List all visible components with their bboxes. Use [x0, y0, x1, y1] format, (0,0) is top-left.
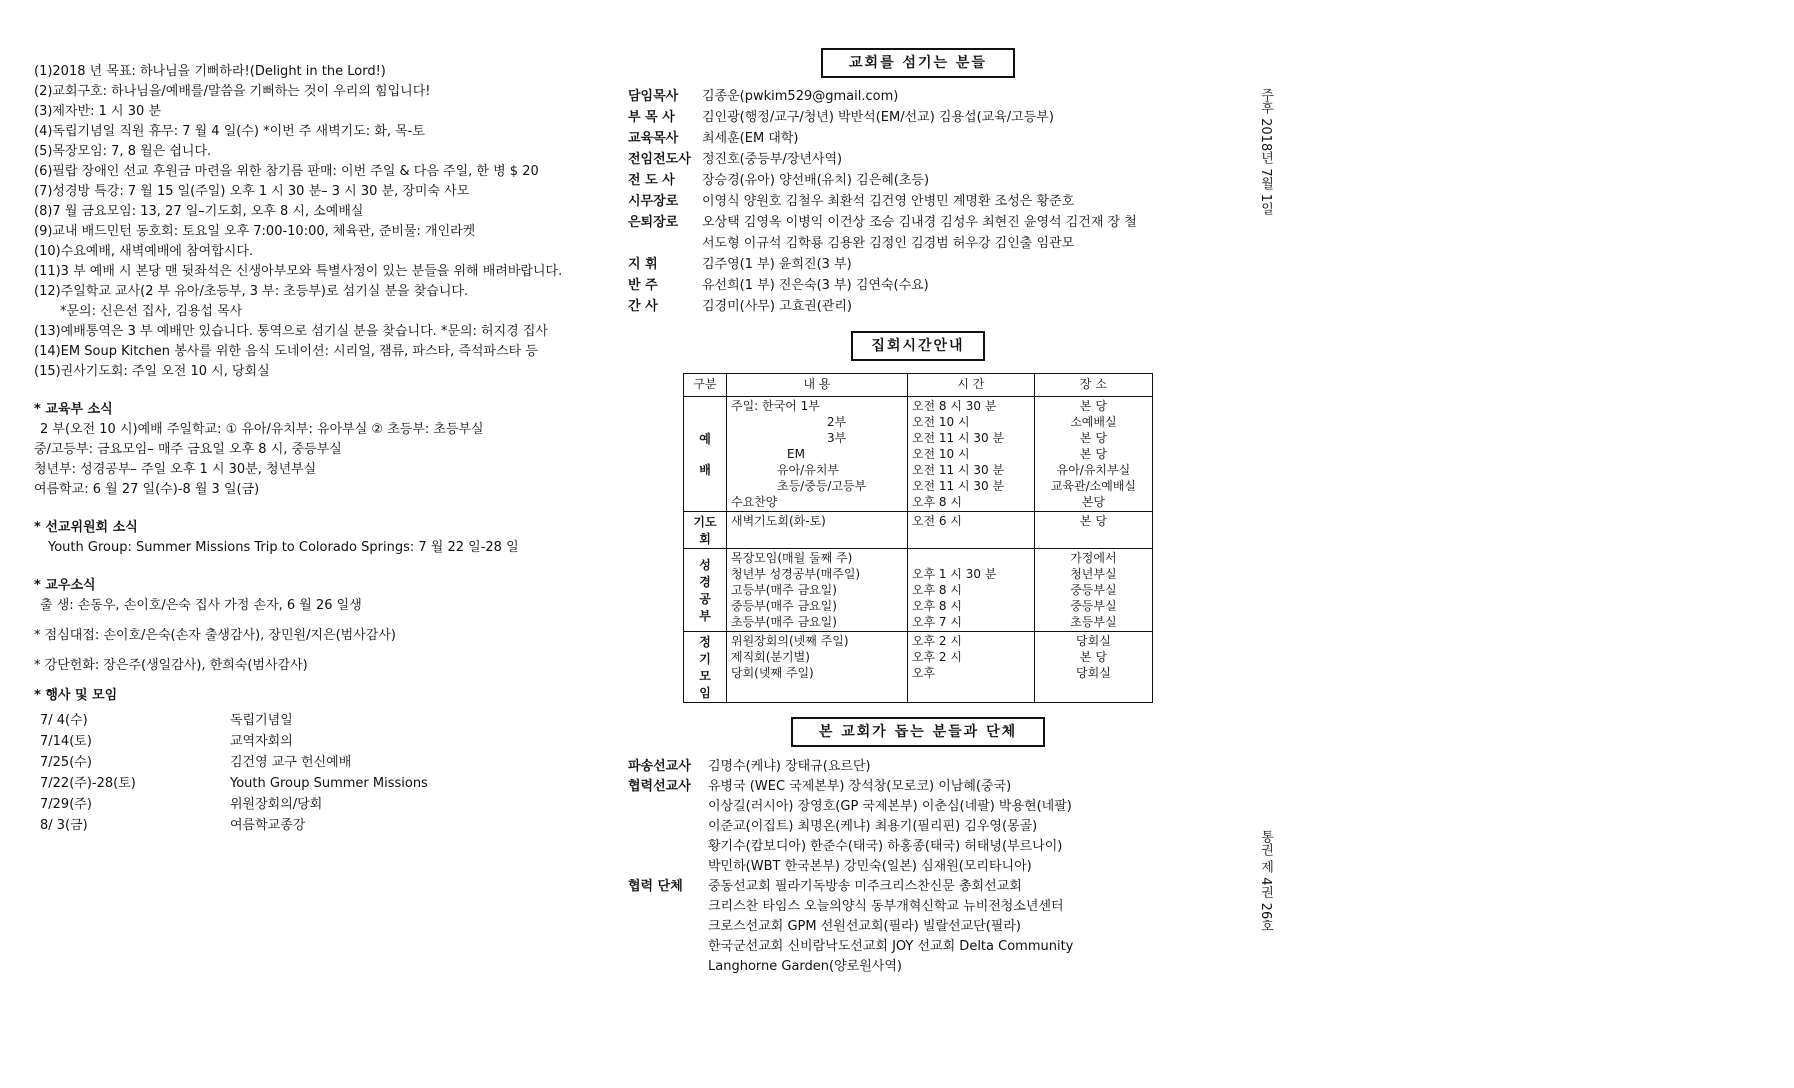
- staff-row: [628, 296, 1208, 317]
- event-date: 8/ 3(금): [40, 818, 88, 833]
- event-desc: Youth Group Summer Missions: [230, 776, 428, 791]
- side-issue: 통권 제 4권 26호: [1258, 830, 1273, 933]
- staff-row: [628, 86, 1208, 107]
- schedule-content-line: 당회(넷째 주일): [731, 666, 814, 680]
- mission-row: [628, 777, 1208, 877]
- schedule-time-line: 오후 7 시: [911, 615, 962, 629]
- schedule-time-line: 오전 10 시: [911, 415, 970, 429]
- schedule-place-line: 본 당: [1079, 514, 1107, 528]
- event-row: [34, 794, 594, 815]
- mission-names: [708, 757, 871, 777]
- schedule-content-line: 초등/중등/고등부: [777, 479, 867, 493]
- staff-row: [628, 275, 1208, 296]
- schedule-header: 시 간: [907, 374, 1034, 397]
- education-line: 여름학교: 6 월 27 일(수)-8 월 3 일(금): [34, 482, 260, 497]
- schedule-time: [907, 397, 1034, 512]
- mission-names: [708, 777, 1072, 877]
- mission-list: [628, 757, 1208, 977]
- schedule-place-line: 중등부실: [1070, 583, 1117, 597]
- schedule-time-line: 오전 10 시: [911, 447, 970, 461]
- mission-category: 파송선교사: [628, 759, 691, 774]
- schedule-place-line: 교육관/소예배실: [1050, 479, 1137, 493]
- member-news-line: 출 생: 손동우, 손이호/은숙 집사 가정 손자, 6 월 26 일생: [40, 598, 362, 613]
- schedule-header: 구분: [684, 374, 727, 397]
- notice-item: (7)성경방 특강: 7 월 15 일(주일) 오후 1 시 30 분– 3 시 30 분, 장미숙 사모: [34, 184, 470, 199]
- staff-column: [628, 48, 1208, 977]
- events-title: * 행사 및 모임: [34, 688, 118, 703]
- event-desc: 위원장회의/당회: [230, 797, 323, 812]
- schedule-row: [684, 549, 1153, 632]
- notice-item: (5)목장모임: 7, 8 월은 쉽니다.: [34, 144, 212, 159]
- lunch-line: * 점심대접: 손이호/은숙(손자 출생감사), 장민원/지은(범사감사): [34, 628, 396, 643]
- schedule-time-line: 오후 2 시: [911, 650, 962, 664]
- schedule-place: [1034, 512, 1152, 549]
- event-desc: 여름학교종강: [230, 818, 306, 833]
- mission-line: 박민하(WBT 한국본부) 강민숙(일본) 심재원(모리타니아): [708, 859, 1032, 874]
- staff-names: 김경미(사무) 고효권(관리): [702, 299, 852, 314]
- staff-names: 유선희(1 부) 진은숙(3 부) 김연숙(수요): [702, 278, 929, 293]
- staff-role: 반 주: [628, 278, 658, 293]
- schedule-place-line: 본당: [1081, 495, 1105, 509]
- schedule-time: [907, 512, 1034, 549]
- schedule-content-line: 제직회(분기별): [731, 650, 810, 664]
- schedule-content-line: 2부: [827, 415, 847, 429]
- mission-line: 이상길(러시아) 장영호(GP 국제본부) 이춘심(네팔) 박용현(네팔): [708, 799, 1072, 814]
- staff-names: 최세훈(EM 대학): [702, 131, 799, 146]
- schedule-row: [684, 397, 1153, 512]
- mission-line: 한국군선교회 신비람낙도선교회 JOY 선교회 Delta Community: [708, 939, 1074, 954]
- event-row: [34, 773, 594, 794]
- staff-role: 시무장로: [628, 194, 679, 209]
- staff-role: 부 목 사: [628, 110, 675, 125]
- notice-item: (6)필랍 장애인 선교 후원금 마련을 위한 참기름 판매: 이번 주일 & 다음 주일, 한 병 $ 20: [34, 164, 539, 179]
- schedule-time-line: 오후: [911, 666, 936, 680]
- schedule-content-line: 유아/유치부: [777, 463, 840, 477]
- schedule-place-line: 당회실: [1076, 666, 1111, 680]
- notice-item: (14)EM Soup Kitchen 봉사를 위한 음식 도네이션: 시리얼, 잼류, 파스타, 즉석파스타 등: [34, 344, 538, 359]
- schedule-category: 성 경 공 부: [684, 549, 727, 632]
- schedule-category: 예 배: [684, 397, 727, 512]
- schedule-header: 장 소: [1034, 374, 1152, 397]
- mission-line: 크리스찬 타임스 오늘의양식 동부개혁신학교 뉴비전청소년센터: [708, 899, 1064, 914]
- missions-news-line: Youth Group: Summer Missions Trip to Colorado Springs: 7 월 22 일-28 일: [48, 540, 519, 555]
- schedule-place-line: 중등부실: [1070, 599, 1117, 613]
- notice-item: (13)예배통역은 3 부 예배만 있습니다. 통역으로 섬기실 분을 찾습니다. *문의: 허지경 집사: [34, 324, 548, 339]
- schedule-place: [1034, 397, 1152, 512]
- schedule-time-line: 오후 8 시: [911, 495, 962, 509]
- schedule-time: [907, 632, 1034, 703]
- events-list: [34, 710, 594, 836]
- notice-item: (1)2018 년 목표: 하나님을 기뻐하라!(Delight in the Lord!): [34, 64, 386, 79]
- staff-row: [628, 233, 1208, 254]
- notice-item: (15)권사기도회: 주일 오전 10 시, 당회실: [34, 364, 270, 379]
- schedule-time: [907, 549, 1034, 632]
- schedule-time-line: 오전 11 시 30 분: [911, 479, 1005, 493]
- schedule-header: 내 용: [727, 374, 908, 397]
- side-date: 주후 2018년 7월 1일: [1258, 88, 1273, 216]
- staff-role: 지 휘: [628, 257, 658, 272]
- missions-news-title: * 선교위원회 소식: [34, 520, 138, 535]
- flowers-line: * 강단헌화: 장은주(생일감사), 한희숙(범사감사): [34, 658, 308, 673]
- staff-row: [628, 212, 1208, 233]
- schedule-place-line: 가정에서: [1070, 551, 1117, 565]
- event-date: 7/ 4(수): [40, 713, 88, 728]
- staff-names: 오상택 김영옥 이병익 이건상 조승 김내경 김성우 최현진 윤영석 김건재 장 철: [702, 215, 1137, 230]
- schedule-place: [1034, 632, 1152, 703]
- notice-item: (4)독립기념일 직원 휴무: 7 월 4 일(수) *이번 주 새벽기도: 화, 목-토: [34, 124, 425, 139]
- schedule-category: 정 기 모 임: [684, 632, 727, 703]
- staff-names: 김주영(1 부) 윤희진(3 부): [702, 257, 852, 272]
- schedule-time-line: 오후 1 시 30 분: [911, 567, 997, 581]
- schedule-place-line: 소예배실: [1070, 415, 1117, 429]
- staff-role: 전임전도사: [628, 152, 691, 167]
- staff-role: 교육목사: [628, 131, 679, 146]
- staff-role: 전 도 사: [628, 173, 675, 188]
- notices-column: [34, 62, 594, 836]
- notice-list: [34, 62, 594, 382]
- education-title: * 교육부 소식: [34, 402, 113, 417]
- schedule-content-line: 중등부(매주 금요일): [731, 599, 837, 613]
- event-row: [34, 731, 594, 752]
- mission-line: 김명수(케냐) 장태규(요르단): [708, 759, 871, 774]
- schedule-time-line: 오전 8 시 30 분: [911, 399, 997, 413]
- staff-row: [628, 149, 1208, 170]
- schedule-row: [684, 632, 1153, 703]
- mission-line: Langhorne Garden(양로원사역): [708, 959, 902, 974]
- staff-row: [628, 191, 1208, 212]
- staff-names: 이영식 양원호 김철우 최환석 김건영 안병민 계명환 조성은 황준호: [702, 194, 1075, 209]
- staff-role: 간 사: [628, 299, 658, 314]
- schedule-time-line: 오전 11 시 30 분: [911, 431, 1005, 445]
- schedule-content: [727, 549, 908, 632]
- mission-category: 협력선교사: [628, 779, 691, 794]
- schedule-place: [1034, 549, 1152, 632]
- event-row: [34, 752, 594, 773]
- schedule-content: [727, 632, 908, 703]
- staff-names: 김인광(행정/교구/청년) 박반석(EM/선교) 김용섭(교육/고등부): [702, 110, 1054, 125]
- schedule-content-line: EM: [787, 447, 805, 461]
- notice-item: (10)수요예배, 새벽예배에 참여합시다.: [34, 244, 254, 259]
- schedule-place-line: 본 당: [1079, 447, 1107, 461]
- notice-item: (12)주일학교 교사(2 부 유아/초등부, 3 부: 초등부)로 섬기실 분을 찾습니다.: [34, 284, 469, 299]
- education-line: 청년부: 성경공부– 주일 오후 1 시 30분, 청년부실: [34, 462, 317, 477]
- schedule-row: [684, 512, 1153, 549]
- schedule-content-line: 청년부 성경공부(매주일): [731, 567, 861, 581]
- event-row: [34, 815, 594, 836]
- staff-row: [628, 128, 1208, 149]
- schedule-content: [727, 512, 908, 549]
- event-date: 7/25(수): [40, 755, 92, 770]
- mission-line: 이준교(이집트) 최명온(케냐) 최용기(필리핀) 김우영(몽골): [708, 819, 1038, 834]
- event-desc: 독립기념일: [230, 713, 293, 728]
- mission-names: [708, 877, 1073, 977]
- notice-item: (2)교회구호: 하나님을/예배를/말씀을 기뻐하는 것이 우리의 힘입니다!: [34, 84, 431, 99]
- staff-row: [628, 107, 1208, 128]
- staff-row: [628, 254, 1208, 275]
- schedule-time-line: [912, 550, 1030, 566]
- staff-role: 담임목사: [628, 89, 679, 104]
- schedule-time-line: 오전 11 시 30 분: [911, 463, 1005, 477]
- member-news-title: * 교우소식: [34, 578, 96, 593]
- schedule-time-line: 오후 8 시: [911, 583, 962, 597]
- notice-sub: *문의: 신은선 집사, 김용섭 목사: [60, 304, 243, 319]
- schedule-content: [727, 397, 908, 512]
- schedule-category: 기도회: [684, 512, 727, 549]
- mission-row: [628, 757, 1208, 777]
- schedule-place-line: 당회실: [1076, 634, 1111, 648]
- education-line: 2 부(오전 10 시)예배 주일학교: ① 유아/유치부: 유아부실 ② 초등부: 초등부실: [40, 422, 484, 437]
- schedule-content-line: 초등부(매주 금요일): [731, 615, 837, 629]
- schedule-place-line: 본 당: [1079, 399, 1107, 413]
- schedule-time-line: 오후 2 시: [911, 634, 962, 648]
- mission-line: 중동선교회 필라기독방송 미주크리스찬신문 총회선교회: [708, 879, 1022, 894]
- schedule-place-line: 유아/유치부실: [1056, 463, 1131, 477]
- schedule-place-line: 본 당: [1079, 650, 1107, 664]
- schedule-time-line: 오전 6 시: [911, 514, 962, 528]
- mission-line: 황기수(캄보디아) 한준수(태국) 하홍종(태국) 허태녕(부르나이): [708, 839, 1063, 854]
- staff-title: 교회를 섬기는 분들: [821, 48, 1015, 78]
- schedule-place-line: 청년부실: [1070, 567, 1117, 581]
- staff-role: [628, 233, 702, 254]
- notice-item: (11)3 부 예배 시 본당 맨 뒷좌석은 신생아부모와 특별사정이 있는 분들을 위해 배려바랍니다.: [34, 264, 563, 279]
- schedule-content-line: 3부: [827, 431, 847, 445]
- schedule-table: [683, 373, 1153, 703]
- staff-names: 서도형 이규석 김학룡 김용완 김정인 김경범 허우강 김인출 임관모: [702, 236, 1075, 251]
- mission-category: 협력 단체: [628, 879, 683, 894]
- mission-line: 유병국 (WEC 국제본부) 장석창(모로코) 이남혜(중국): [708, 779, 1012, 794]
- schedule-time-line: 오후 8 시: [911, 599, 962, 613]
- staff-names: 장승경(유아) 양선배(유치) 김은혜(초등): [702, 173, 930, 188]
- notice-item: (8)7 월 금요모임: 13, 27 일–기도회, 오후 8 시, 소예배실: [34, 204, 364, 219]
- schedule-content-line: 새벽기도회(화-토): [731, 514, 826, 528]
- staff-names: 김종운(pwkim529@gmail.com): [702, 89, 899, 104]
- event-date: 7/14(토): [40, 734, 92, 749]
- schedule-content-line: 위원장회의(넷째 주일): [731, 634, 849, 648]
- schedule-title: 집회시간안내: [851, 331, 985, 361]
- staff-names: 정진호(중등부/장년사역): [702, 152, 843, 167]
- staff-row: [628, 170, 1208, 191]
- mission-line: 크로스선교회 GPM 선원선교회(필라) 빌랄선교단(필라): [708, 919, 1021, 934]
- notice-item: (9)교내 배드민턴 동호회: 토요일 오후 7:00-10:00, 체육관, 준비물: 개인라켓: [34, 224, 476, 239]
- notice-item: (3)제자반: 1 시 30 분: [34, 104, 161, 119]
- schedule-content-line: 주일: 한국어 1부: [731, 399, 820, 413]
- event-date: 7/29(주): [40, 797, 92, 812]
- education-line: 중/고등부: 금요모임– 매주 금요일 오후 8 시, 중등부실: [34, 442, 342, 457]
- schedule-content-line: 목장모임(매월 둘째 주): [731, 551, 853, 565]
- mission-row: [628, 877, 1208, 977]
- staff-role: 은퇴장로: [628, 215, 679, 230]
- mission-title: 본 교회가 돕는 분들과 단체: [791, 717, 1045, 747]
- schedule-content-line: 수요찬양: [731, 495, 778, 509]
- event-row: [34, 710, 594, 731]
- event-date: 7/22(주)-28(토): [40, 776, 136, 791]
- staff-list: [628, 86, 1208, 317]
- event-desc: 김건영 교구 헌신예배: [230, 755, 352, 770]
- schedule-content-line: 고등부(매주 금요일): [731, 583, 837, 597]
- schedule-place-line: 본 당: [1079, 431, 1107, 445]
- event-desc: 교역자회의: [230, 734, 293, 749]
- schedule-place-line: 초등부실: [1070, 615, 1117, 629]
